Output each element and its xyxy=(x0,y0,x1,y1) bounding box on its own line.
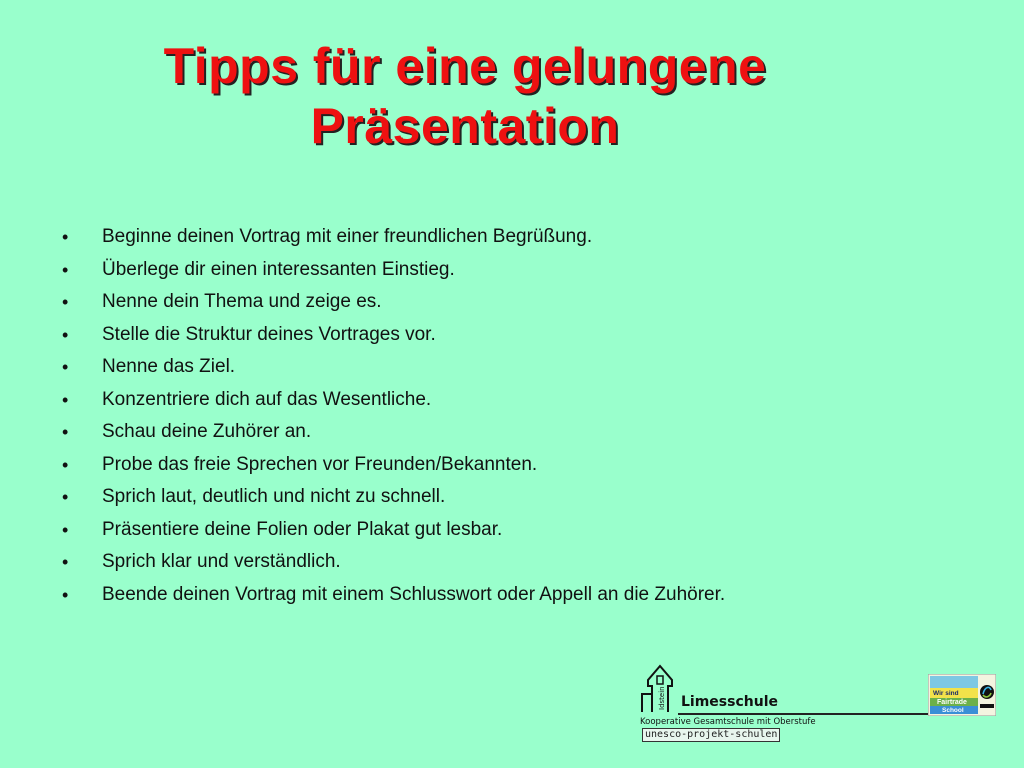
bullet-item xyxy=(62,449,725,482)
svg-text:School: School xyxy=(942,707,964,714)
bullet-icon: • xyxy=(62,292,69,312)
fairtrade-school-logo xyxy=(928,674,996,716)
bullet-icon: • xyxy=(62,584,69,605)
bullet-item xyxy=(62,416,725,449)
bullet-icon: • xyxy=(62,454,69,475)
bullet-text: Beende deinen Vortrag mit einem Schlusswort oder Appell an die Zuhörer. xyxy=(102,583,726,605)
unesco-label: unesco-projekt-schulen xyxy=(642,728,780,742)
bullet-item xyxy=(62,351,725,384)
bullet-item xyxy=(62,546,725,579)
bullet-icon: • xyxy=(62,519,69,540)
slide-title-line-2: Präsentation xyxy=(310,98,620,154)
slide-title xyxy=(0,36,930,156)
bullet-text: Schau deine Zuhörer an. xyxy=(102,421,312,442)
bullet-icon: • xyxy=(62,324,69,345)
bullet-text: Nenne das Ziel. xyxy=(102,356,236,377)
school-logo xyxy=(640,664,940,744)
bullet-icon: • xyxy=(62,389,69,410)
bullet-item xyxy=(62,319,725,352)
bullet-icon: • xyxy=(62,227,69,247)
bullet-icon: • xyxy=(62,552,69,572)
bullet-icon: • xyxy=(62,422,69,442)
bullet-item xyxy=(62,286,725,319)
bullet-icon: • xyxy=(62,259,69,280)
svg-text:Wir sind: Wir sind xyxy=(933,690,959,697)
church-tower-icon xyxy=(640,664,680,714)
bullet-text: Überlege dir einen interessanten Einstieg. xyxy=(102,258,455,280)
bullet-item xyxy=(62,254,725,287)
school-subtitle: Kooperative Gesamtschule mit Oberstufe xyxy=(640,717,816,727)
svg-text:Idstein: Idstein xyxy=(658,686,666,710)
bullet-text: Beginne deinen Vortrag mit einer freundlichen Begrüßung. xyxy=(102,226,593,247)
bullet-item xyxy=(62,481,725,514)
bullet-icon: • xyxy=(62,357,69,377)
school-divider xyxy=(678,713,940,715)
bullet-icon: • xyxy=(62,487,69,507)
bullet-item xyxy=(62,514,725,547)
bullet-text: Sprich klar und verständlich. xyxy=(102,551,341,572)
fairtrade-icon xyxy=(928,674,996,716)
bullet-text: Konzentriere dich auf das Wesentliche. xyxy=(102,388,432,410)
bullet-item xyxy=(62,221,725,254)
bullet-text: Stelle die Struktur deines Vortrages vor. xyxy=(102,323,436,345)
slide-title-line-1: Tipps für eine gelungene xyxy=(163,38,767,94)
bullet-text: Sprich laut, deutlich und nicht zu schnell. xyxy=(102,486,446,507)
bullet-text: Nenne dein Thema und zeige es. xyxy=(102,291,382,312)
school-name: Limesschule xyxy=(681,694,778,710)
bullet-text: Präsentiere deine Folien oder Plakat gut lesbar. xyxy=(102,518,503,540)
bullet-item xyxy=(62,384,725,417)
bullet-item xyxy=(62,579,725,612)
svg-text:Fairtrade: Fairtrade xyxy=(937,699,967,706)
bullet-list xyxy=(62,221,725,611)
bullet-text: Probe das freie Sprechen vor Freunden/Bekannten. xyxy=(102,453,538,475)
